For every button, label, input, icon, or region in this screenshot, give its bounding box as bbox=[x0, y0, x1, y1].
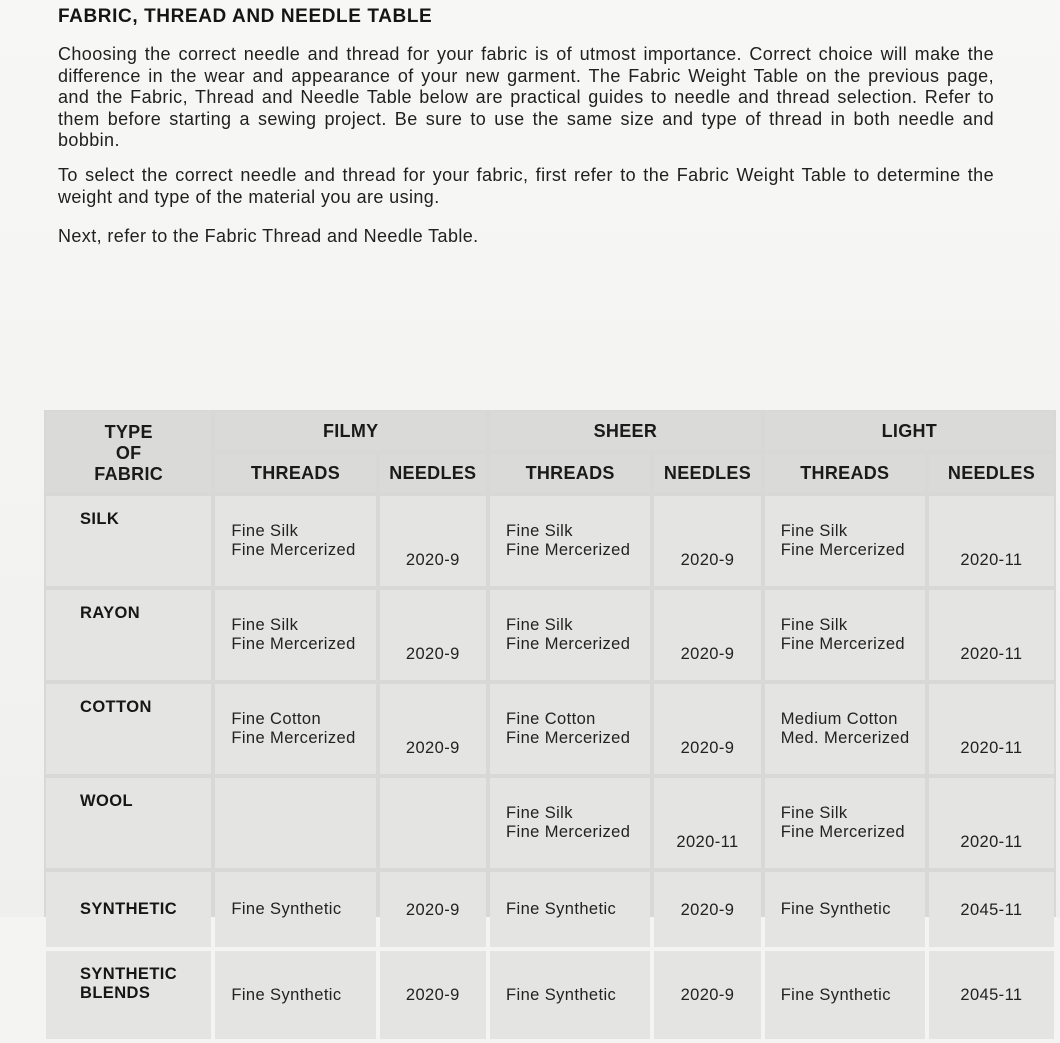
filmy-threads-cell bbox=[215, 872, 375, 947]
fabric-type-label: WOOL bbox=[80, 792, 133, 810]
thread-label: Fine Silk bbox=[780, 522, 848, 540]
sheer-threads-cell bbox=[490, 951, 650, 1039]
needles-header: NEEDLES bbox=[380, 454, 486, 492]
sheer-threads-cell bbox=[490, 872, 650, 947]
group-header-filmy: FILMY bbox=[215, 412, 486, 450]
table-row bbox=[46, 496, 1054, 586]
sheer-needles-cell: 2020-9 bbox=[654, 496, 760, 586]
thread-label: Fine Silk bbox=[231, 522, 299, 540]
light-threads-cell bbox=[765, 684, 925, 774]
threads-header: THREADS bbox=[765, 454, 925, 492]
sheer-needles-cell: 2020-9 bbox=[654, 684, 760, 774]
thread-label: Fine Cotton bbox=[231, 710, 322, 728]
fabric-type-cell bbox=[46, 778, 211, 868]
thread-label: Fine Synthetic bbox=[780, 985, 891, 1004]
fabric-type-label: BLENDS bbox=[80, 984, 151, 1002]
filmy-needles-cell: 2020-9 bbox=[380, 872, 486, 947]
filmy-threads-cell bbox=[215, 496, 375, 586]
fabric-thread-needle-table bbox=[44, 410, 1056, 1004]
fabric-type-label: RAYON bbox=[80, 604, 141, 622]
thread-label: Fine Mercerized bbox=[506, 823, 631, 841]
light-needles-cell: 2045-11 bbox=[929, 872, 1054, 947]
filmy-threads-cell bbox=[215, 590, 375, 680]
thread-label: Fine Silk bbox=[506, 804, 573, 822]
light-threads-cell bbox=[765, 496, 925, 586]
threads-header: THREADS bbox=[490, 454, 650, 492]
next-paragraph: Next, refer to the Fabric Thread and Needle Table. bbox=[58, 226, 479, 246]
light-threads-cell bbox=[765, 872, 925, 947]
header-line: OF bbox=[115, 443, 142, 463]
light-threads-cell bbox=[765, 590, 925, 680]
thread-label: Fine Mercerized bbox=[506, 635, 631, 653]
sheer-threads-cell bbox=[490, 684, 650, 774]
light-threads-cell bbox=[765, 951, 925, 1039]
table-row bbox=[46, 778, 1054, 868]
fabric-type-cell bbox=[46, 496, 211, 586]
sheer-threads-cell bbox=[490, 778, 650, 868]
group-header-light: LIGHT bbox=[765, 412, 1054, 450]
group-header-sheer: SHEER bbox=[490, 412, 761, 450]
sheer-needles-cell: 2020-9 bbox=[654, 872, 760, 947]
light-needles-cell: 2020-11 bbox=[929, 496, 1054, 586]
filmy-needles-cell bbox=[380, 778, 486, 868]
fabric-type-cell bbox=[46, 872, 211, 947]
thread-label: Fine Cotton bbox=[506, 710, 596, 728]
light-needles-cell: 2020-11 bbox=[929, 778, 1054, 868]
thread-label: Fine Mercerized bbox=[506, 729, 631, 747]
table-row bbox=[46, 951, 1054, 1039]
sheer-needles-cell: 2020-9 bbox=[654, 951, 760, 1039]
type-of-fabric-header bbox=[46, 412, 211, 492]
sheer-threads-cell bbox=[490, 496, 650, 586]
thread-label: Fine Mercerized bbox=[780, 541, 905, 559]
fabric-type-label: SILK bbox=[80, 510, 120, 528]
thread-label: Fine Silk bbox=[780, 616, 848, 634]
needles-header: NEEDLES bbox=[654, 454, 760, 492]
select-paragraph: To select the correct needle and thread for your fabric, first refer to the Fabric Weight Table to determine the weight and type of the material you are using. bbox=[58, 165, 994, 207]
page-title: FABRIC, THREAD AND NEEDLE TABLE bbox=[58, 6, 433, 27]
fabric-type-cell bbox=[46, 951, 211, 1039]
light-needles-cell: 2045-11 bbox=[929, 951, 1054, 1039]
thread-label: Fine Mercerized bbox=[506, 541, 631, 559]
filmy-threads-cell bbox=[215, 951, 375, 1039]
fabric-type-cell bbox=[46, 590, 211, 680]
filmy-needles-cell: 2020-9 bbox=[380, 951, 486, 1039]
fabric-type-label: COTTON bbox=[80, 698, 152, 716]
table-row bbox=[46, 684, 1054, 774]
light-needles-cell: 2020-11 bbox=[929, 684, 1054, 774]
thread-label: Fine Silk bbox=[231, 616, 299, 634]
header-line: TYPE bbox=[104, 422, 153, 442]
thread-label: Fine Silk bbox=[506, 616, 573, 634]
thread-label: Fine Mercerized bbox=[231, 541, 356, 559]
fabric-type-cell bbox=[46, 684, 211, 774]
sheer-needles-cell: 2020-11 bbox=[654, 778, 760, 868]
thread-label: Medium Cotton bbox=[780, 710, 898, 728]
thread-label: Fine Mercerized bbox=[780, 635, 905, 653]
sheer-threads-cell bbox=[490, 590, 650, 680]
sheer-needles-cell: 2020-9 bbox=[654, 590, 760, 680]
thread-label: Fine Mercerized bbox=[780, 823, 905, 841]
filmy-threads-cell bbox=[215, 778, 375, 868]
thread-label: Fine Synthetic bbox=[780, 900, 891, 918]
thread-label: Fine Silk bbox=[506, 522, 573, 540]
table-row bbox=[46, 590, 1054, 680]
light-threads-cell bbox=[765, 778, 925, 868]
thread-label: Fine Synthetic bbox=[231, 900, 342, 918]
thread-label: Fine Mercerized bbox=[231, 635, 356, 653]
threads-header: THREADS bbox=[215, 454, 375, 492]
thread-label: Fine Synthetic bbox=[506, 900, 617, 918]
light-needles-cell: 2020-11 bbox=[929, 590, 1054, 680]
table-row bbox=[46, 872, 1054, 947]
fabric-type-label: SYNTHETIC bbox=[80, 965, 178, 983]
thread-label: Fine Synthetic bbox=[506, 985, 617, 1004]
fabric-type-label: SYNTHETIC bbox=[80, 899, 178, 918]
needles-header: NEEDLES bbox=[929, 454, 1054, 492]
thread-label: Med. Mercerized bbox=[780, 729, 910, 747]
table-body bbox=[46, 496, 1054, 1039]
thread-label: Fine Mercerized bbox=[231, 729, 356, 747]
filmy-needles-cell: 2020-9 bbox=[380, 590, 486, 680]
filmy-needles-cell: 2020-9 bbox=[380, 496, 486, 586]
filmy-threads-cell bbox=[215, 684, 375, 774]
filmy-needles-cell: 2020-9 bbox=[380, 684, 486, 774]
thread-label: Fine Silk bbox=[780, 804, 848, 822]
header-line: FABRIC bbox=[94, 464, 164, 484]
thread-label: Fine Synthetic bbox=[231, 985, 342, 1004]
intro-paragraph: Choosing the correct needle and thread for your fabric is of utmost importance. Correct choice will make the difference in the wear and appearance of your new garment. The Fabric Weight Table on the previous page, and the Fabric, Thread and Needle Table below are practical guides to needle and thread selection. Refer to them before starting a sewing project. Be sure to use the same size and type of thread in both needle and bobbin. bbox=[58, 44, 994, 150]
